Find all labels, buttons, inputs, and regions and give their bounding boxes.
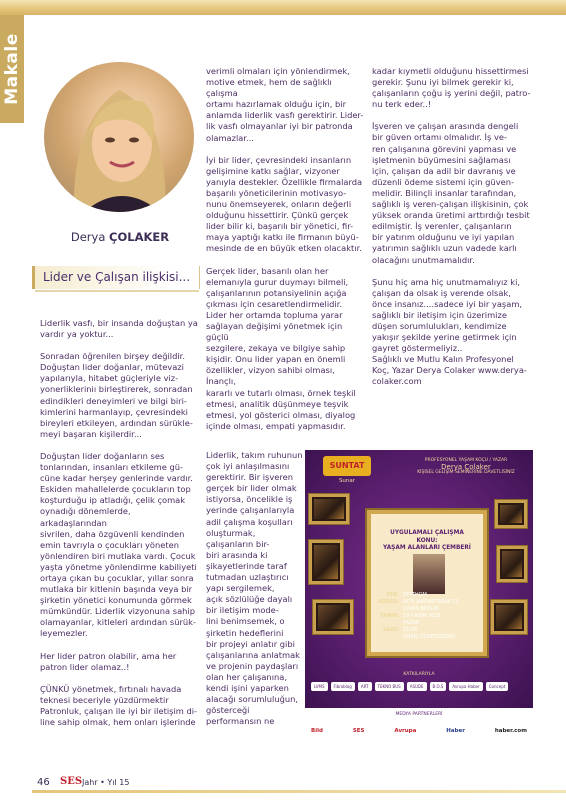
top-gold-band (0, 0, 566, 15)
column-3 (372, 66, 532, 399)
detail-value: 15:00 (GİRİŞ ÜCRETSİZDİR) (403, 627, 456, 640)
poster-speaker-name: Derya Çolaker (441, 463, 491, 471)
paragraph: ÇÜNKÜ yönetmek, fırtınalı havada teknesi beceriyle yüzdürmektir Patronluk, çalışan ile iyi bir iletişim di- line sahip olmak, hem onları işlerinde (40, 683, 198, 727)
poster-header-line: KİŞİSEL GELİŞİM SEMİNERİNE DAVETLİSİNİZ (417, 470, 515, 475)
article-headline (32, 266, 200, 289)
section-tab (0, 15, 24, 123)
paragraph: kadar kıymetli olduğunu hissettirmesi gerekir. Şunu iyi bilmek gerekir ki, çalışanların çoğu iş yerini değil, patro- nu terk eder..! (372, 66, 531, 110)
detail-key: TARİH: (380, 613, 399, 619)
detail-value: STATHOM (403, 592, 427, 598)
sponsor-logo: Avrupa Haber (449, 682, 482, 691)
column-2 (206, 66, 366, 443)
media-logo: Bild (311, 728, 323, 734)
paragraph: Doğuştan lider doğanların ses tonlarından, insanları etkileme gü- cüne kadar herşey genlerinde vardır. Eskiden mahallelerde çocukların top koşturduğu ip atladığı, çelik çomak oynadığı dönemlerde, arkadaşlarından sivrilen, daha özgüvenli kendinden emin tavrıyla o çocukları yöneten yönlendiren biri mutlaka vardı. Çocuk yaşta yönetme yönlendirme kabiliyeti ortaya çıkan bu çocuklar, yıllar sonra mutlaka bir kitlenin başında veya bir şirketin yönetici konumunda görmek mümkündür. Liderlik vizyonuna sahip olamayanlar, kitleleri ardından sürük- leyemezler. (40, 450, 197, 639)
section-tab-label: Makale (2, 33, 22, 105)
paragraph: Şunu hiç ama hiç unutmamalıyız ki, çalışan da olsak iş verende olsak, önce insanız....sadece iyi bir yaşam, sağlıklı bir iletişim için üzerimize düşen sorumlulukları, kendimize yakışır şekilde yerine getirmek için gayret göstermeliyiz.. Sağlıklı ve Mutlu Kalın Profesyonel Koç, Yazar Derya Colaker www.derya- colaker.com (372, 276, 527, 387)
media-logo: haber.com (494, 728, 527, 734)
sponsor-logo: ART (358, 682, 372, 691)
detail-value: ALTE JAKOBSTRAßE 12 10969 BERLIN (403, 599, 459, 612)
media-logo: Haber (446, 728, 465, 734)
magazine-logo: SES (60, 776, 83, 787)
poster-header-line: PROFESYONEL YAŞAM KOÇU / YAZAR (424, 458, 508, 463)
author-name (40, 230, 200, 244)
sponsor-logo: B.O.S (430, 682, 447, 691)
media-logo: Avrupa (394, 728, 417, 734)
picture-frame (313, 600, 353, 634)
author-first-name: Derya (70, 230, 106, 244)
picture-frame (497, 546, 527, 582)
sponsor-logo: TEKNO BUS (375, 682, 404, 691)
sponsor-logo: LVMS (311, 682, 328, 691)
sponsor-label: KATKILARIYLA (403, 672, 435, 677)
paragraph: Gerçek lider, basarılı olan her elemanıyla gurur duymayı bilmeli, çalışanlarının potansiyelinin açığa çıkması için cesaretlendirmelidir. Lider her ortamda topluma yarar sağlayan değişimi yönetmek için güçlü sezgilere, zekaya ve bilgiye sahip kişidir. Onu lider yapan en önemli özellikler, vizyon sahibi olması, İnançlı, kararlı ve tutarlı olması, örnek teşkil etmesi, analitik düşünmeye teşvik etmesi, yol gösterici olması, diyalog içinde olması, empati yapmasıdır. (206, 265, 356, 431)
paragraph: İyi bir lider, çevresindeki insanların gelişimine katkı sağlar, vizyoner yanıyla destekler. Özellikle firmalarda başarılı yöneticilerinin motivasyo- nunu önemseyerek, onların değerli olduğunu hissettirir. Çünkü gerçek lider bilir ki, başarılı bir yönetici, fir- maya yaptığı katkı ile firmanın büyü- mesinde de en büyük etken olacaktır. (206, 154, 363, 254)
sponsor-logos (311, 682, 527, 691)
sponsor-logo: Concept (486, 682, 509, 691)
paragraph: Sonradan öğrenilen birşey değildir. Doğuştan lider doğanlar, mütevazi yapılarıyla, hitabet güçleriyle viz- yonerlikleriniı birleştirerek, sonradan edindikleri deneyimleri ve bilgi biri- kimlerini harmanlayıp, çevresindeki bireyleri etkileyen, ardından sürükle- meyi başaran kişilerdir... (40, 351, 193, 439)
sponsor-logo: Fibroblog (331, 682, 355, 691)
picture-frame (309, 540, 343, 584)
headline-text: Lider ve Çalışan ilişkisi... (43, 270, 191, 284)
media-label: MEDYA PARTNERLERİ (395, 712, 443, 717)
portrait-illustration (44, 62, 194, 212)
event-details (375, 592, 525, 641)
picture-frame (309, 494, 349, 524)
picture-frame (495, 500, 527, 528)
paragraph: İşveren ve çalışan arasında dengeli bir güven ortamı olmalıdır. İş ve- ren çalışanına görevini yapması ve işletmenin büyümesini sağlaması için, çalışan da adil bir davranış ve düzenli ödeme sistemi için güven- melidir. Bilinçli insanlar tarafından, sağlıklı iş veren-çalışan ilişkisinin, çok yüksek oranda üretimi arttırdığı tesbit edilmiştir. İş verenler, çalışanların bir yatırım olduğunu ve iyi yapılan yatırımın sağlıklı uzun vadede karlı olacağını unutmamalıdır. (372, 121, 530, 265)
detail-key: YER: (386, 592, 399, 598)
brand-logo: SUNTAT (323, 456, 371, 476)
footer-gold-line (32, 790, 566, 793)
media-logo: SES (352, 728, 365, 734)
poster-header (407, 458, 525, 476)
speaker-photo (413, 554, 445, 594)
issue-label: Jahr • Yıl 15 (82, 778, 130, 787)
paragraph: Liderlik vasfı, bir insanda doğuştan ya vardır ya yoktur... (40, 318, 198, 340)
seminar-title: UYGULAMALI ÇALIŞMA KONU: YAŞAM ALANLARI ÇEMBERİ (383, 530, 471, 551)
paragraph: Her lider patron olabilir, ama her patron lider olamaz..! (40, 650, 177, 672)
paragraph: verimli olmaları için yönlendirmek, motive etmek, hem de sağlıklı çalışma ortamı hazırlamak olduğu için, bir anlamda liderlik vasfı gerektirir. Lider- lik vasfı olmayanlar iyi bir patronda olamazlar... (206, 66, 364, 143)
detail-key: ADRES: (378, 599, 399, 605)
sponsor-logo: ASUDE (407, 682, 427, 691)
column-2-continued (206, 450, 306, 738)
media-logos (311, 728, 527, 734)
brand-subtitle: Sunar (338, 478, 356, 484)
column-1 (40, 318, 200, 739)
detail-key: SAAT: (382, 627, 399, 633)
author-last-name: ÇOLAKER (109, 230, 170, 244)
paragraph: Liderlik, takım ruhunun çok iyi anlaşılmasını gerektirir. Bir işveren gerçek bir lider olmak istiyorsa, öncelikle iş yerinde çalışanlarıyla adil çalışma koşulları oluşturmak, çalışanların bir- biri arasında ki şikayetlerinde taraf tutmadan uzlaştırıcı yapı sergilemek, açık sözlülüğe dayalı bir iletişim mode- lini benimsemek, o şirketin hedeflerini bir projeyi anlatır gibi çalışanlarına anlatmak ve projenin paydaşları olan her çalışanına, kendi işini yaparken alacağı sorumluluğun, gösterceği performansın ne (206, 450, 303, 727)
seminar-poster (305, 450, 533, 750)
author-portrait (44, 62, 194, 212)
page-number: 46 (37, 777, 50, 788)
detail-value: 18 KASIM 2018 PAZAR (403, 613, 441, 626)
